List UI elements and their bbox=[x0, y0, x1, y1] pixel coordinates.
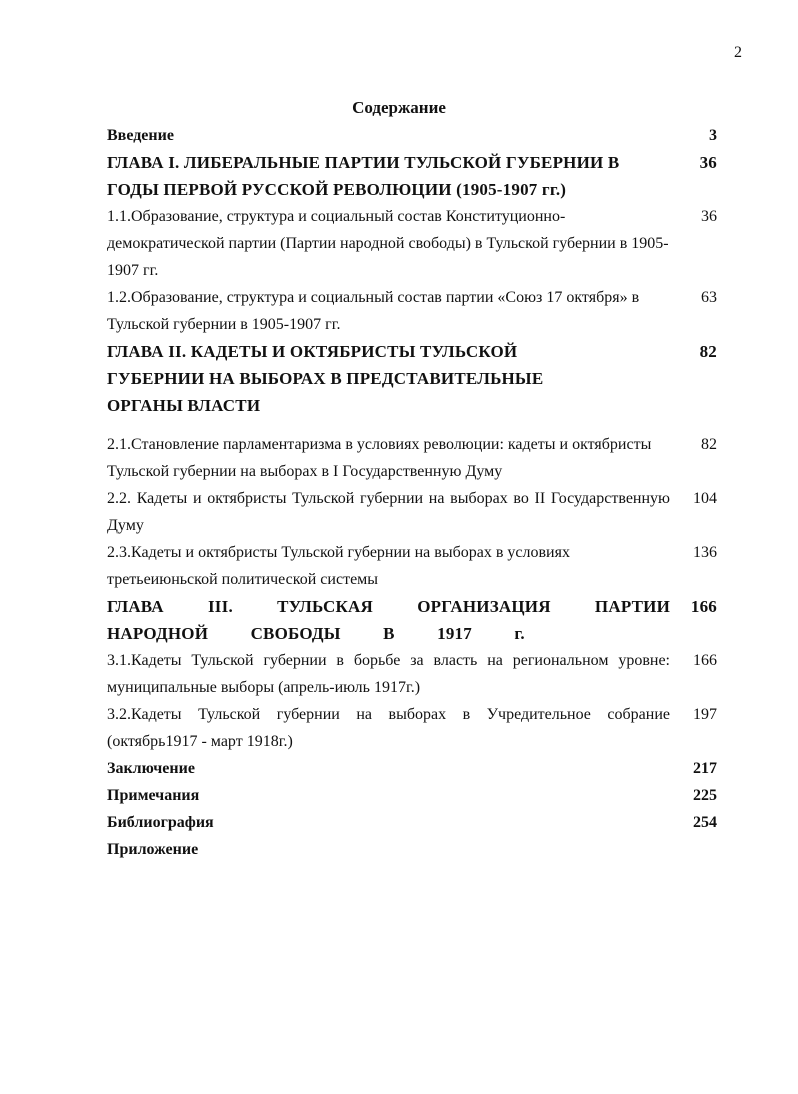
toc-entry-page: 254 bbox=[693, 814, 717, 831]
toc-entry-section-3-2 bbox=[107, 701, 723, 755]
toc-entry-chapter-3 bbox=[107, 593, 723, 647]
toc-entry-text: ГЛАВА II. КАДЕТЫ И ОКТЯБРИСТЫ ТУЛЬСКОЙ ГУБЕРНИИ НА ВЫБОРАХ В ПРЕДСТАВИТЕЛЬНЫЕ ОРГАНЫ ВЛАСТИ bbox=[107, 342, 544, 415]
toc-entry-introduction bbox=[107, 122, 723, 149]
toc-entry-text: 1.2.Образование, структура и социальный состав партии «Союз 17 октября» в Тульской губернии в 1905-1907 гг. bbox=[107, 289, 640, 333]
toc-entry-text: Заключение bbox=[107, 760, 195, 777]
toc-entry-text: ГЛАВА I. ЛИБЕРАЛЬНЫЕ ПАРТИИ ТУЛЬСКОЙ ГУБЕРНИИ В ГОДЫ ПЕРВОЙ РУССКОЙ РЕВОЛЮЦИИ (1905-1907 гг.) bbox=[107, 153, 620, 199]
toc-entry-page: 82 bbox=[701, 436, 717, 453]
toc-entry-page: 166 bbox=[693, 652, 717, 669]
toc-entry-section-1-1 bbox=[107, 203, 723, 284]
toc-entry-text: 3.1.Кадеты Тульской губернии в борьбе за власть на региональном уровне: муниципальные выборы (апрель-июль 1917г.) bbox=[107, 652, 670, 696]
toc-entry-appendix bbox=[107, 836, 723, 863]
toc-entry-section-2-2 bbox=[107, 485, 723, 539]
toc-entry-text: Приложение bbox=[107, 841, 199, 858]
table-of-contents bbox=[107, 122, 723, 863]
toc-entry-page: 82 bbox=[699, 342, 717, 361]
toc-entry-section-1-2 bbox=[107, 284, 723, 338]
toc-entry-page: 3 bbox=[709, 127, 717, 144]
toc-entry-page: 136 bbox=[693, 544, 717, 561]
toc-entry-text: 2.2. Кадеты и октябристы Тульской губернии на выборах во II Государственную Думу bbox=[107, 490, 670, 534]
toc-entry-page: 63 bbox=[701, 289, 717, 306]
toc-entry-conclusion bbox=[107, 755, 723, 782]
toc-entry-text: 2.1.Становление парламентаризма в условиях революции: кадеты и октябристы Тульской губернии на выборах в I Государственную Думу bbox=[107, 436, 652, 480]
toc-entry-section-2-3 bbox=[107, 539, 723, 593]
toc-entry-text: Введение bbox=[107, 127, 174, 144]
toc-entry-chapter-2 bbox=[107, 338, 723, 419]
toc-entry-text: 2.3.Кадеты и октябристы Тульской губернии на выборах в условиях третьеиюньской политической системы bbox=[107, 544, 570, 588]
toc-entry-page: 225 bbox=[693, 787, 717, 804]
toc-entry-text: Примечания bbox=[107, 787, 200, 804]
toc-entry-text: ГЛАВА III. ТУЛЬСКАЯ ОРГАНИЗАЦИЯ ПАРТИИ НАРОДНОЙ СВОБОДЫ В 1917 г. bbox=[107, 597, 670, 643]
toc-entry-bibliography bbox=[107, 809, 723, 836]
toc-entry-page: 166 bbox=[690, 597, 717, 616]
toc-entry-chapter-1 bbox=[107, 149, 723, 203]
toc-entry-text: 1.1.Образование, структура и социальный состав Конституционно-демократической партии (Партии народной свободы) в Тульской губернии в 1905-1907 гг. bbox=[107, 208, 669, 279]
toc-entry-page: 36 bbox=[701, 208, 717, 225]
toc-entry-text: 3.2.Кадеты Тульской губернии на выборах в Учредительное собрание (октябрь1917 - март 1918г.) bbox=[107, 706, 670, 750]
toc-entry-text: Библиография bbox=[107, 814, 214, 831]
page-number: 2 bbox=[734, 44, 742, 61]
toc-entry-section-3-1 bbox=[107, 647, 723, 701]
toc-entry-page: 197 bbox=[693, 706, 717, 723]
toc-entry-section-2-1 bbox=[107, 431, 723, 485]
toc-entry-page: 104 bbox=[693, 490, 717, 507]
toc-entry-page: 36 bbox=[699, 153, 717, 172]
toc-title: Содержание bbox=[352, 98, 446, 117]
toc-entry-page: 217 bbox=[693, 760, 717, 777]
toc-entry-notes bbox=[107, 782, 723, 809]
